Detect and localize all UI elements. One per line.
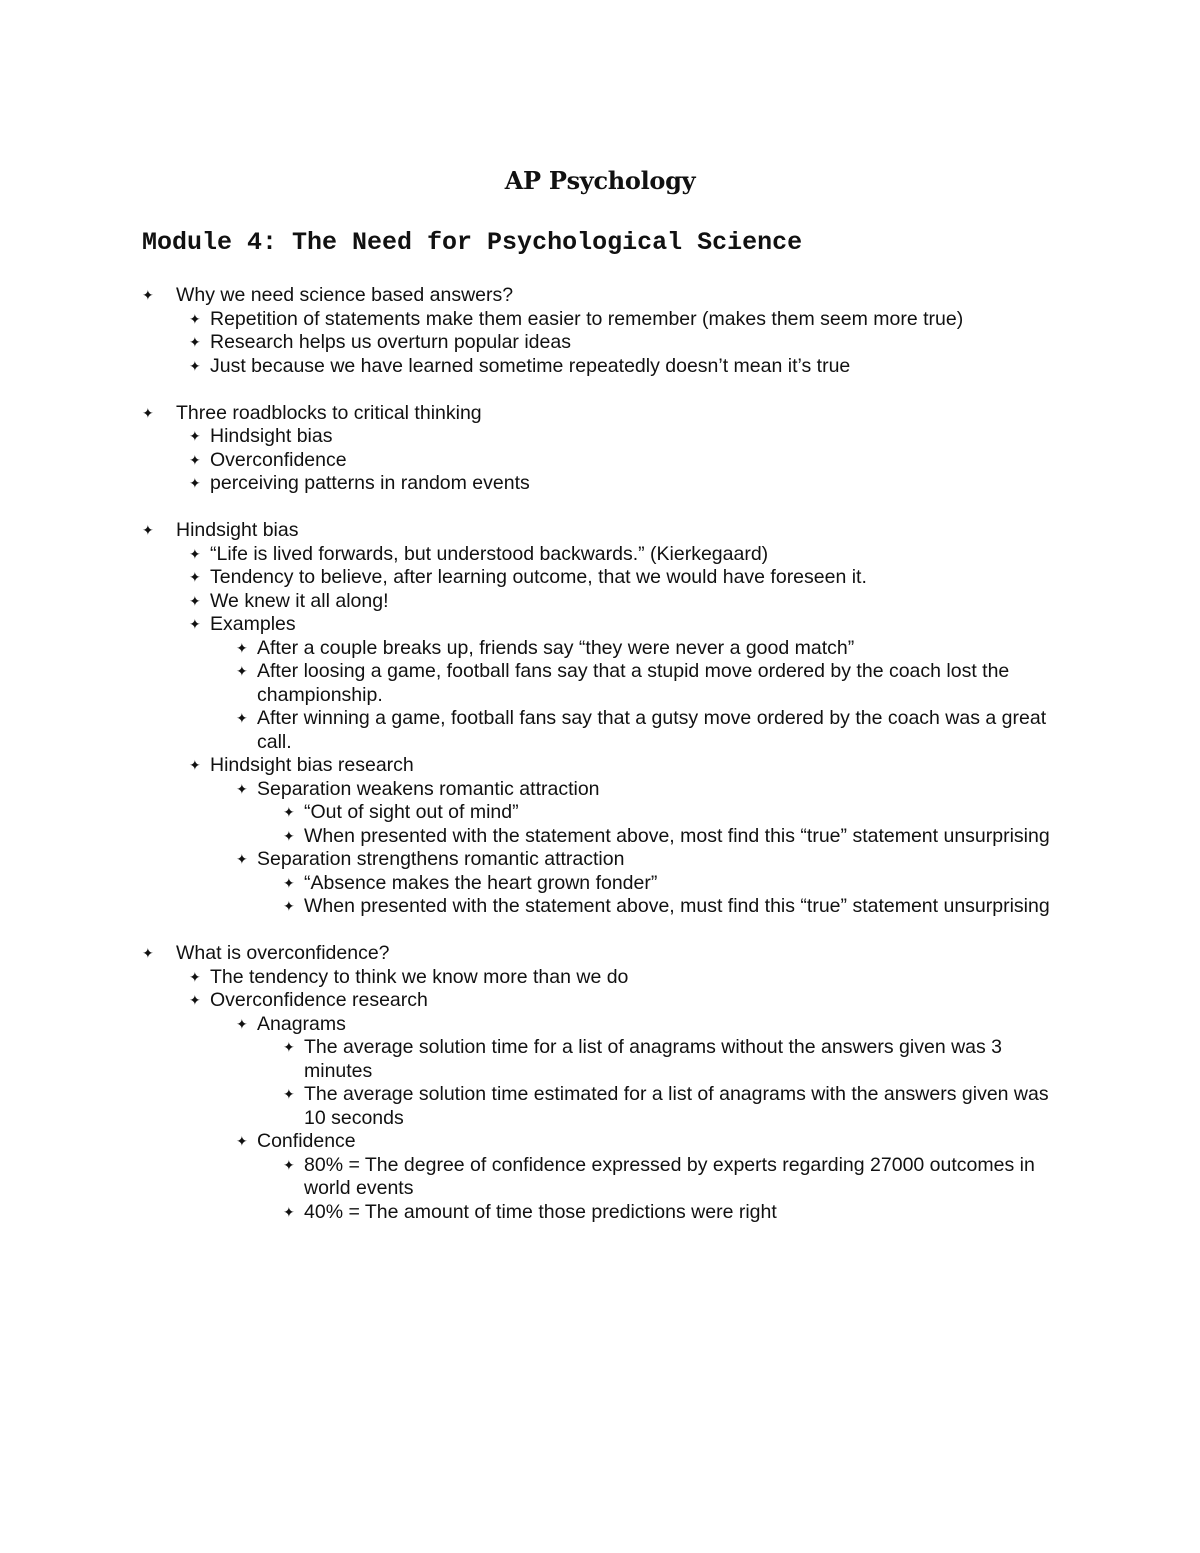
list-item (142, 590, 1062, 614)
list-item-text: After winning a game, football fans say that a gutsy move ordered by the coach was a great call. (257, 707, 1047, 753)
bullet-star-icon: ✦ (283, 1203, 295, 1220)
section-roadblocks (142, 402, 1062, 496)
list-item (142, 519, 1062, 543)
bullet-star-icon: ✦ (189, 992, 201, 1008)
list-item (142, 895, 1062, 919)
list-item-text: Overconfidence research (210, 989, 428, 1011)
bullet-star-icon: ✦ (189, 616, 201, 632)
list-item (142, 284, 1062, 308)
bullet-star-icon: ✦ (283, 1086, 295, 1102)
outline (142, 284, 1062, 1248)
bullet-star-icon: ✦ (189, 968, 201, 985)
bullet-star-icon: ✦ (236, 1015, 248, 1032)
list-item-text: We knew it all along! (210, 589, 389, 612)
list-item (142, 425, 1062, 449)
bullet-star-icon: ✦ (283, 1156, 295, 1173)
list-item (142, 355, 1062, 379)
list-item (142, 660, 1062, 707)
bullet-star-icon: ✦ (189, 569, 201, 585)
list-item (142, 1083, 1062, 1130)
list-item-text: Hindsight bias (210, 425, 333, 447)
list-item-text: Tendency to believe, after learning outcome, that we would have foreseen it. (210, 566, 867, 588)
list-item-text: Anagrams (257, 1012, 346, 1035)
section-overconfidence (142, 942, 1062, 1224)
list-item-text: Overconfidence (210, 448, 347, 471)
bullet-star-icon: ✦ (142, 404, 154, 421)
list-item (142, 637, 1062, 661)
bullet-star-icon: ✦ (236, 851, 248, 867)
section-heading: What is overconfidence? (176, 942, 390, 964)
list-item (142, 754, 1062, 778)
list-item-text: “Life is lived forwards, but understood backwards.” (Kierkegaard) (210, 542, 769, 565)
list-item (142, 825, 1062, 849)
list-item-text: Separation strengthens romantic attraction (257, 848, 625, 870)
list-item (142, 1201, 1062, 1225)
list-item-text: Examples (210, 613, 296, 635)
list-item-text: After a couple breaks up, friends say “they were never a good match” (257, 636, 855, 659)
bullet-star-icon: ✦ (142, 287, 154, 303)
section-hindsight-bias (142, 519, 1062, 919)
bullet-star-icon: ✦ (189, 310, 201, 327)
bullet-star-icon: ✦ (189, 757, 201, 773)
bullet-star-icon: ✦ (236, 663, 248, 679)
list-item-text: “Out of sight out of mind” (304, 801, 519, 823)
list-item-text: 80% = The degree of confidence expressed by experts regarding 27000 outcomes in world events (304, 1153, 1035, 1199)
list-item (142, 848, 1062, 872)
bullet-star-icon: ✦ (236, 780, 248, 797)
list-item (142, 942, 1062, 966)
list-item-text: The tendency to think we know more than we do (210, 965, 629, 988)
bullet-star-icon: ✦ (189, 545, 201, 562)
list-item (142, 472, 1062, 496)
list-item-text: Repetition of statements make them easier to remember (makes them seem more true) (210, 307, 964, 330)
list-item (142, 1130, 1062, 1154)
list-item-text: Just because we have learned sometime repeatedly doesn’t mean it’s true (210, 354, 851, 377)
list-item (142, 801, 1062, 825)
list-item-text: Research helps us overturn popular ideas (210, 331, 571, 353)
section-heading: Three roadblocks to critical thinking (176, 401, 482, 424)
list-item (142, 566, 1062, 590)
list-item-text: Confidence (257, 1130, 356, 1152)
list-item (142, 707, 1062, 754)
list-item (142, 331, 1062, 355)
bullet-star-icon: ✦ (236, 639, 248, 656)
list-item (142, 449, 1062, 473)
bullet-star-icon: ✦ (142, 522, 154, 538)
bullet-star-icon: ✦ (283, 874, 295, 891)
bullet-star-icon: ✦ (189, 451, 201, 468)
bullet-star-icon: ✦ (283, 827, 295, 844)
bullet-star-icon: ✦ (189, 592, 201, 609)
bullet-star-icon: ✦ (283, 1039, 295, 1055)
bullet-star-icon: ✦ (236, 710, 248, 726)
bullet-star-icon: ✦ (189, 475, 201, 491)
list-item-text: The average solution time for a list of anagrams without the answers given was 3 minutes (304, 1036, 1003, 1082)
list-item (142, 1154, 1062, 1201)
bullet-star-icon: ✦ (189, 334, 201, 350)
list-item-text: When presented with the statement above, must find this “true” statement unsurprising (304, 895, 1050, 917)
list-item-text: When presented with the statement above, most find this “true” statement unsurprising (304, 824, 1050, 847)
bullet-star-icon: ✦ (236, 1133, 248, 1149)
list-item (142, 778, 1062, 802)
bullet-star-icon: ✦ (189, 428, 201, 444)
list-item (142, 402, 1062, 426)
module-title: Module 4: The Need for Psychological Science (142, 228, 803, 257)
bullet-star-icon: ✦ (189, 357, 201, 374)
section-science-answers (142, 284, 1062, 378)
bullet-star-icon: ✦ (283, 804, 295, 820)
list-item (142, 543, 1062, 567)
document-title: AP Psychology (504, 166, 696, 195)
list-item (142, 989, 1062, 1013)
list-item (142, 308, 1062, 332)
list-item (142, 1013, 1062, 1037)
list-item (142, 966, 1062, 990)
list-item-text: 40% = The amount of time those predictions were right (304, 1200, 777, 1223)
list-item-text: Separation weakens romantic attraction (257, 777, 600, 800)
list-item-text: perceiving patterns in random events (210, 472, 530, 494)
list-item (142, 613, 1062, 637)
list-item (142, 1036, 1062, 1083)
section-heading: Why we need science based answers? (176, 284, 514, 306)
list-item (142, 872, 1062, 896)
list-item-text: Hindsight bias research (210, 754, 414, 776)
list-item-text: After loosing a game, football fans say that a stupid move ordered by the coach lost the championship. (257, 660, 1010, 706)
section-heading: Hindsight bias (176, 519, 299, 541)
bullet-star-icon: ✦ (283, 898, 295, 914)
bullet-star-icon: ✦ (142, 945, 154, 961)
list-item-text: “Absence makes the heart grown fonder” (304, 871, 658, 894)
list-item-text: The average solution time estimated for a list of anagrams with the answers given was 10 seconds (304, 1083, 1049, 1129)
